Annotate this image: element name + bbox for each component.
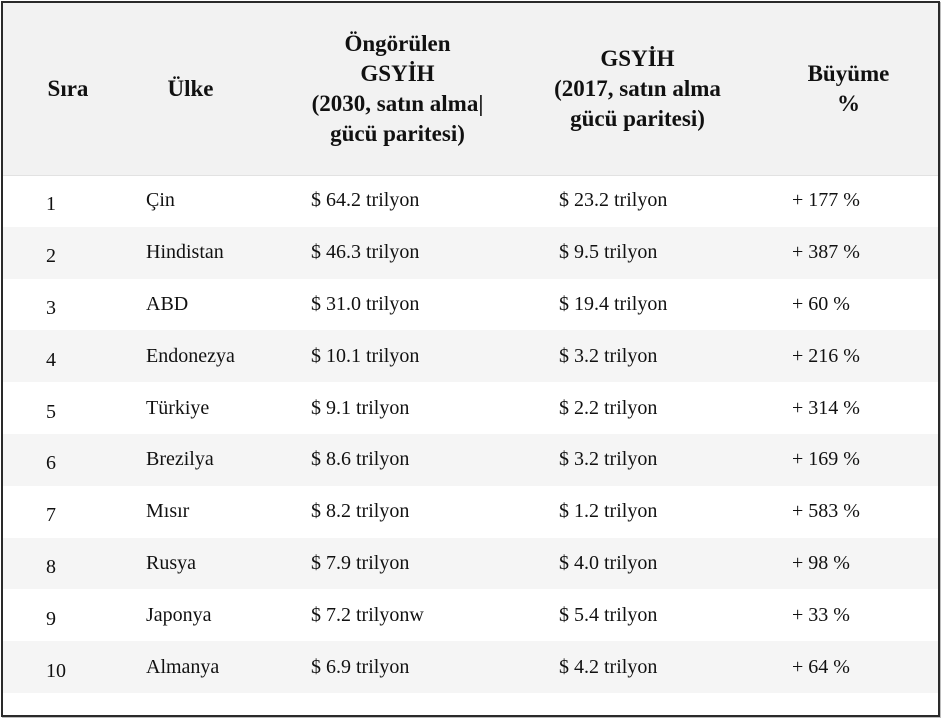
cell-sira: 8 — [46, 555, 56, 578]
cell-buyume: + 169 % — [792, 448, 860, 471]
cell-buyume: + 314 % — [792, 396, 860, 419]
cell-sira: 2 — [46, 245, 56, 268]
table-row — [3, 227, 938, 279]
cell-buyume: + 60 % — [792, 292, 850, 315]
cell-gsyih-2017: $ 5.4 trilyon — [559, 603, 658, 626]
cell-ulke: Mısır — [146, 500, 190, 523]
cell-gsyih-2017: $ 9.5 trilyon — [559, 241, 658, 264]
cell-gsyih-2017: $ 3.2 trilyon — [559, 344, 658, 367]
cell-buyume: + 98 % — [792, 551, 850, 574]
cell-buyume: + 33 % — [792, 603, 850, 626]
cell-ongorulen-gsyih: $ 8.6 trilyon — [311, 448, 410, 471]
cell-sira: 7 — [46, 504, 56, 527]
cell-ulke: Japonya — [146, 603, 212, 626]
cell-gsyih-2017: $ 1.2 trilyon — [559, 500, 658, 523]
cell-sira: 5 — [46, 400, 56, 423]
table-row — [3, 589, 938, 641]
cell-sira: 3 — [46, 296, 56, 319]
cell-sira: 6 — [46, 452, 56, 475]
cell-buyume: + 64 % — [792, 655, 850, 678]
table-row — [3, 279, 938, 331]
table-header — [3, 3, 938, 176]
cell-buyume: + 387 % — [792, 241, 860, 264]
cell-sira: 1 — [46, 193, 56, 216]
table-row — [3, 382, 938, 434]
cell-ulke: Endonezya — [146, 344, 235, 367]
cell-buyume: + 583 % — [792, 500, 860, 523]
cell-ulke: Türkiye — [146, 396, 210, 419]
header-ulke: Ülke — [167, 76, 214, 101]
cell-ongorulen-gsyih: $ 7.2 trilyonw — [311, 603, 424, 626]
cell-ulke: Çin — [146, 189, 175, 212]
table-frame — [1, 1, 940, 717]
header-ongorulen-gsyih: Öngörülen GSYİH (2030, satın alma| gücü paritesi) — [311, 31, 484, 146]
cell-sira: 4 — [46, 348, 56, 371]
cell-ulke: Brezilya — [146, 448, 214, 471]
table-row — [3, 486, 938, 538]
cell-gsyih-2017: $ 2.2 trilyon — [559, 396, 658, 419]
cell-ongorulen-gsyih: $ 10.1 trilyon — [311, 344, 420, 367]
cell-ulke: Almanya — [146, 655, 220, 678]
table-row — [3, 538, 938, 590]
cell-sira: 10 — [46, 659, 66, 682]
table-body — [3, 175, 938, 693]
cell-gsyih-2017: $ 4.2 trilyon — [559, 655, 658, 678]
cell-ulke: Rusya — [146, 551, 196, 574]
cell-ongorulen-gsyih: $ 46.3 trilyon — [311, 241, 420, 264]
table-row — [3, 175, 938, 227]
cell-ongorulen-gsyih: $ 6.9 trilyon — [311, 655, 410, 678]
table-row — [3, 434, 938, 486]
cell-ongorulen-gsyih: $ 31.0 trilyon — [311, 292, 420, 315]
cell-buyume: + 216 % — [792, 344, 860, 367]
table-row — [3, 641, 938, 693]
header-sira: Sıra — [47, 76, 89, 101]
table-row — [3, 330, 938, 382]
cell-ulke: Hindistan — [146, 241, 224, 264]
header-buyume: Büyüme % — [807, 61, 890, 116]
cell-sira: 9 — [46, 607, 56, 630]
cell-buyume: + 177 % — [792, 189, 860, 212]
header-gsyih-2017: GSYİH (2017, satın alma gücü paritesi) — [554, 46, 721, 131]
cell-ongorulen-gsyih: $ 7.9 trilyon — [311, 551, 410, 574]
cell-gsyih-2017: $ 4.0 trilyon — [559, 551, 658, 574]
cell-gsyih-2017: $ 19.4 trilyon — [559, 292, 668, 315]
cell-ongorulen-gsyih: $ 8.2 trilyon — [311, 500, 410, 523]
cell-ulke: ABD — [146, 292, 189, 315]
cell-gsyih-2017: $ 23.2 trilyon — [559, 189, 668, 212]
cell-ongorulen-gsyih: $ 9.1 trilyon — [311, 396, 410, 419]
cell-ongorulen-gsyih: $ 64.2 trilyon — [311, 189, 420, 212]
cell-gsyih-2017: $ 3.2 trilyon — [559, 448, 658, 471]
